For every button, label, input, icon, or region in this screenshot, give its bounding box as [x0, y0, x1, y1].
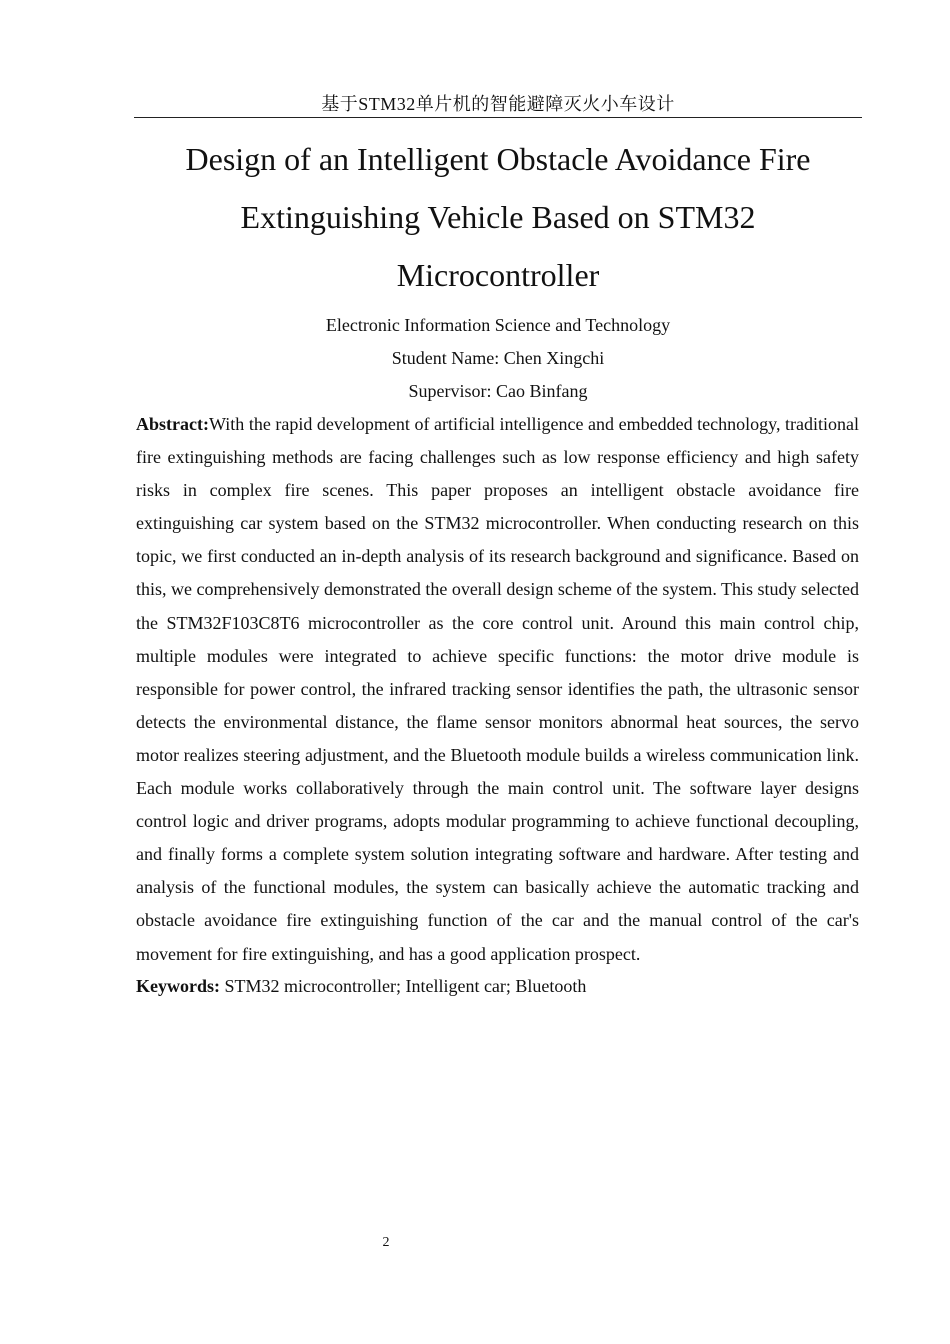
keywords-line	[136, 970, 859, 1003]
header-divider	[134, 117, 862, 118]
title-line-2: Extinguishing Vehicle Based on STM32	[240, 199, 756, 235]
paper-title	[134, 130, 862, 304]
abstract-text: With the rapid development of artificial intelligence and embedded technology, traditional fire extinguishing methods are facing challenges such as low response efficiency and high safety risks in complex fire scenes. This paper proposes an intelligent obstacle avoidance fire extinguishing car system based on the STM32 microcontroller. When conducting research on this topic, we first conducted an in-depth analysis of its research background and significance. Based on this, we comprehensively demonstrated the overall design scheme of the system. This study selected the STM32F103C8T6 microcontroller as the core control unit. Around this main control chip, multiple modules were integrated to achieve specific functions: the motor drive module is responsible for power control, the infrared tracking sensor identifies the path, the ultrasonic sensor detects the environmental distance, the flame sensor monitors abnormal heat sources, the servo motor realizes steering adjustment, and the Bluetooth module builds a wireless communication link. Each module works collaboratively through the main control unit. The software layer designs control logic and driver programs, adopts modular programming to achieve functional decoupling, and finally forms a complete system solution integrating software and hardware. After testing and analysis of the functional modules, the system can basically achieve the automatic tracking and obstacle avoidance fire extinguishing function of the car and the manual control of the car's movement for fire extinguishing, and has a good application prospect.	[136, 414, 859, 964]
supervisor-line: Supervisor: Cao Binfang	[408, 381, 588, 401]
student-name-line: Student Name: Chen Xingchi	[391, 348, 605, 368]
page-number: 2	[382, 1235, 390, 1250]
title-line-1: Design of an Intelligent Obstacle Avoidance Fire	[185, 141, 811, 177]
major-line: Electronic Information Science and Technology	[325, 315, 671, 335]
keywords-label: Keywords:	[136, 976, 220, 996]
running-header: 基于STM32单片机的智能避障灭火小车设计	[321, 94, 675, 114]
abstract-paragraph	[136, 408, 859, 971]
title-line-3: Microcontroller	[396, 257, 600, 293]
keywords-text: STM32 microcontroller; Intelligent car; Bluetooth	[220, 976, 587, 996]
abstract-label: Abstract:	[136, 414, 209, 434]
